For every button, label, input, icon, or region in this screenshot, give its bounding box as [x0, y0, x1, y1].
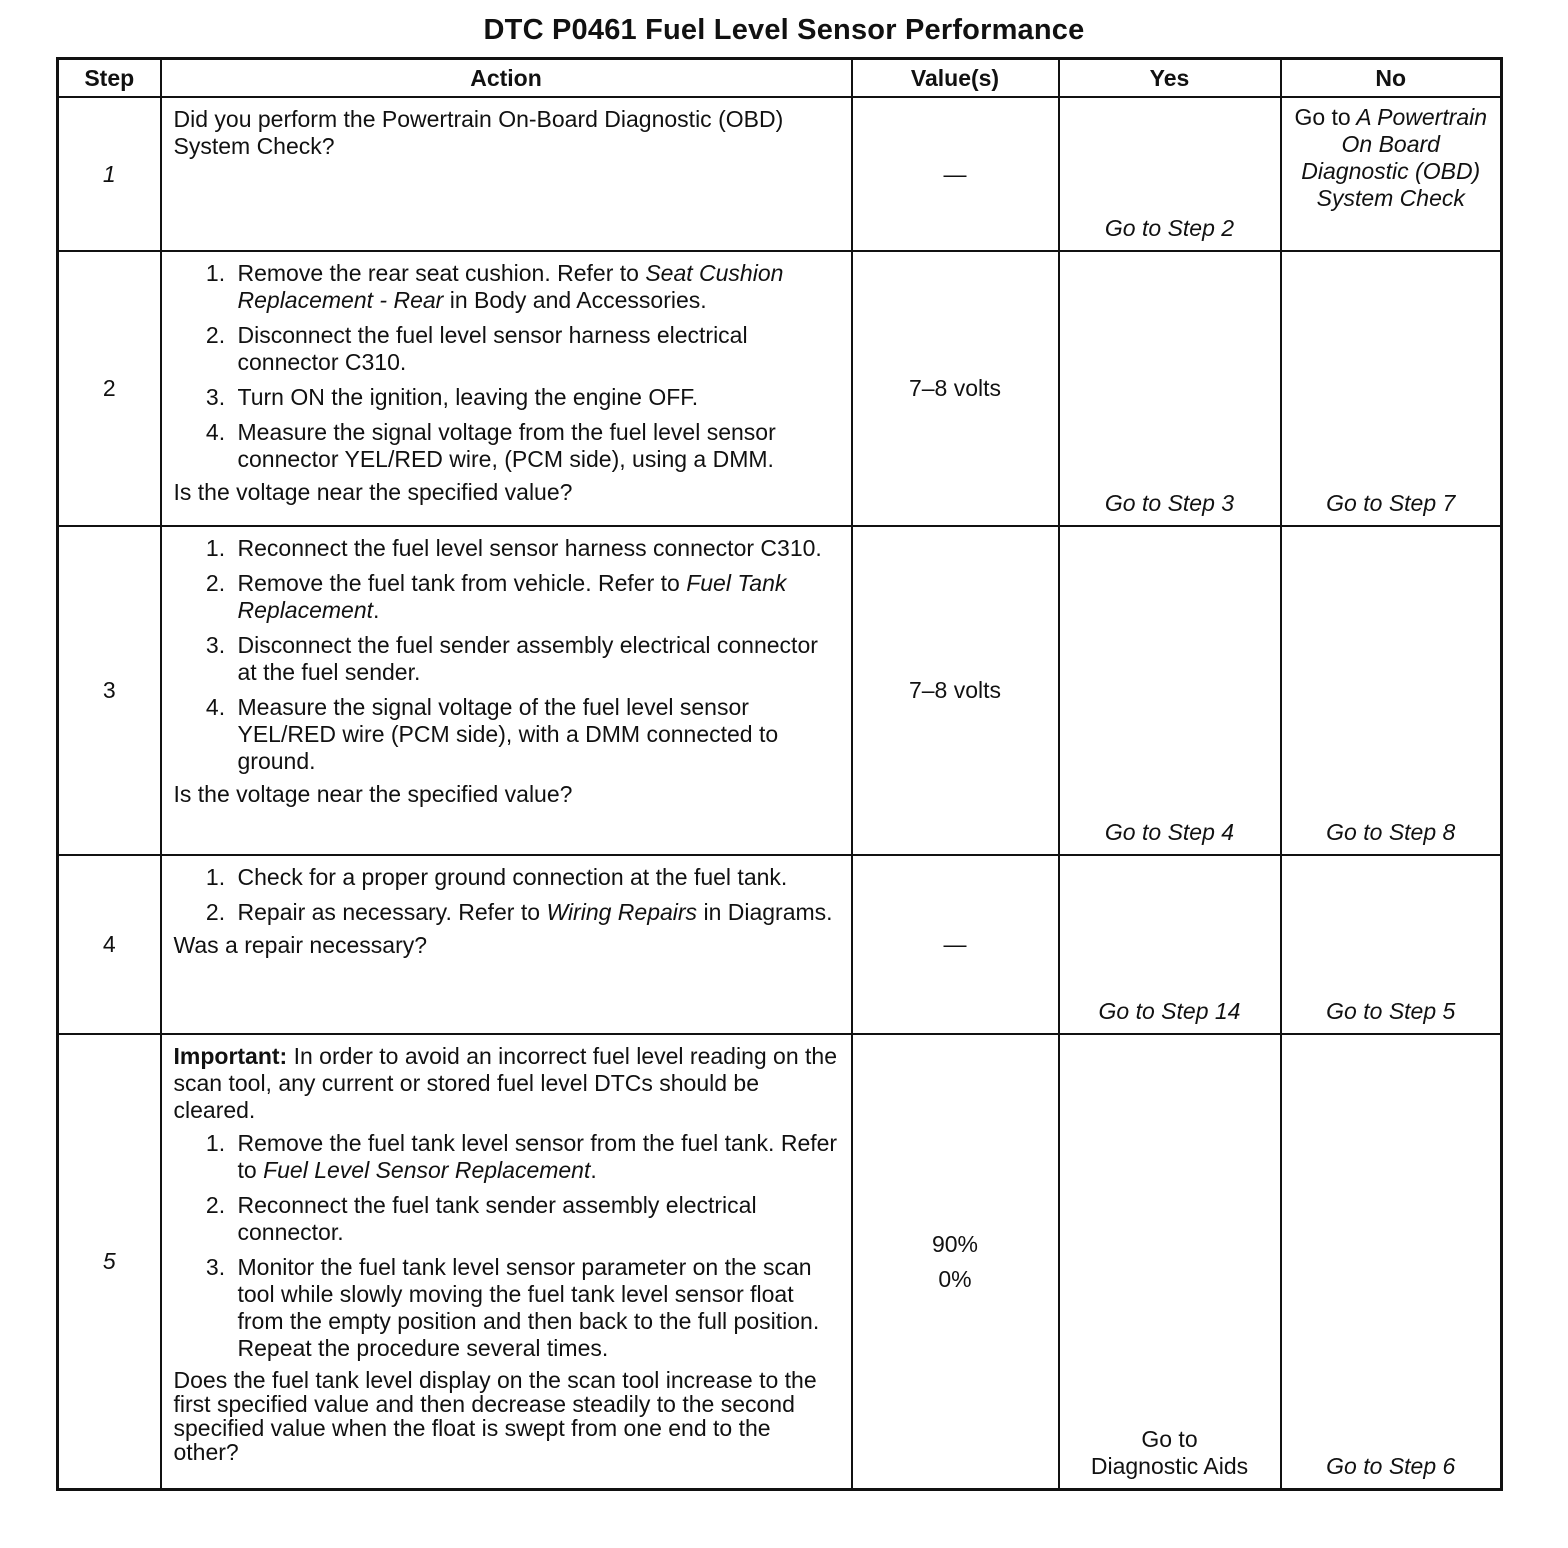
action-cell [161, 526, 852, 855]
action-cell [161, 1034, 852, 1489]
action-step: 3. Turn ON the ignition, leaving the engine OFF. [232, 384, 841, 411]
no-prefix: Go to [1294, 104, 1351, 130]
value-cell: — [852, 97, 1059, 251]
table-row-step-4 [58, 855, 1502, 1034]
action-cell [161, 97, 852, 251]
action-question: Is the voltage near the specified value? [173, 781, 573, 808]
header-no: No [1281, 59, 1502, 98]
action-question: Does the fuel tank level display on the scan tool increase to the first specified value and then decrease steadily to the second specified value when the float is swept from one end to the other? [173, 1367, 817, 1466]
no-cell: Go to Step 6 [1281, 1034, 1502, 1489]
page-title: DTC P0461 Fuel Level Sensor Performance [483, 14, 1085, 46]
header-yes: Yes [1059, 59, 1281, 98]
action-step: 2. Disconnect the fuel level sensor harness electrical connector C310. [232, 322, 841, 376]
value-cell [852, 1034, 1059, 1489]
action-step: 4. Measure the signal voltage of the fuel level sensor YEL/RED wire (PCM side), with a DMM connected to ground. [232, 694, 841, 775]
action-cell [161, 251, 852, 526]
important-label: Important: [173, 1043, 288, 1070]
no-cell: Go to Step 8 [1281, 526, 1502, 855]
yes-cell: Go to Step 4 [1059, 526, 1281, 855]
value-cell: — [852, 855, 1059, 1034]
action-step: 4. Measure the signal voltage from the fuel level sensor connector YEL/RED wire, (PCM side), using a DMM. [232, 419, 841, 473]
action-steps [174, 260, 841, 473]
action-step: 2. Repair as necessary. Refer to Wiring Repairs in Diagrams. [232, 899, 841, 926]
action-step: 3. Disconnect the fuel sender assembly electrical connector at the fuel sender. [232, 632, 841, 686]
action-step: 1. Reconnect the fuel level sensor harness connector C310. [232, 535, 841, 562]
important-text: In order to avoid an incorrect fuel level reading on the scan tool, any current or stored fuel level DTCs should be cleared. [173, 1043, 837, 1124]
no-cell [1281, 97, 1502, 251]
action-steps [174, 535, 841, 775]
step-number: 5 [58, 1034, 161, 1489]
action-step: 1. Remove the fuel tank level sensor from the fuel tank. Refer to Fuel Level Sensor Replacement. [232, 1130, 841, 1184]
action-step: 2. Remove the fuel tank from vehicle. Refer to Fuel Tank Replacement. [232, 570, 841, 624]
no-link: A Powertrain On Board Diagnostic (OBD) System Check [1301, 104, 1488, 211]
action-cell [161, 855, 852, 1034]
step-number: 3 [58, 526, 161, 855]
action-steps [174, 864, 841, 926]
step-number: 2 [58, 251, 161, 526]
value-second: 0% [938, 1265, 972, 1292]
action-question: Was a repair necessary? [173, 932, 428, 959]
yes-cell: Go to Step 3 [1059, 251, 1281, 526]
action-steps [174, 1130, 841, 1362]
no-cell: Go to Step 5 [1281, 855, 1502, 1034]
action-question: Is the voltage near the specified value? [173, 479, 573, 506]
action-step: 1. Check for a proper ground connection at the fuel tank. [232, 864, 841, 891]
yes-cell: Go to Step 2 [1059, 97, 1281, 251]
step-number: 4 [58, 855, 161, 1034]
action-step: 1. Remove the rear seat cushion. Refer to Seat Cushion Replacement - Rear in Body and Accessories. [232, 260, 841, 314]
header-step: Step [58, 59, 161, 98]
no-cell: Go to Step 7 [1281, 251, 1502, 526]
header-values: Value(s) [852, 59, 1059, 98]
action-question: Did you perform the Powertrain On-Board Diagnostic (OBD) System Check? [173, 106, 784, 159]
diagnostic-table [56, 57, 1503, 1491]
step-number: 1 [58, 97, 161, 251]
table-row-step-5 [58, 1034, 1502, 1489]
action-step: 2. Reconnect the fuel tank sender assembly electrical connector. [232, 1192, 841, 1246]
yes-cell: Go to Diagnostic Aids [1059, 1034, 1281, 1489]
action-step: 3. Monitor the fuel tank level sensor parameter on the scan tool while slowly moving the fuel tank level sensor float from the empty position and then back to the full position. Repeat the procedure several times. [232, 1254, 841, 1362]
important-note [174, 1043, 841, 1124]
header-action: Action [161, 59, 852, 98]
value-cell: 7–8 volts [852, 526, 1059, 855]
value-first: 90% [931, 1230, 979, 1257]
table-row-step-3 [58, 526, 1502, 855]
header-row [58, 59, 1502, 98]
table-row-step-2 [58, 251, 1502, 526]
table-row-step-1 [58, 97, 1502, 251]
yes-cell: Go to Step 14 [1059, 855, 1281, 1034]
value-cell: 7–8 volts [852, 251, 1059, 526]
